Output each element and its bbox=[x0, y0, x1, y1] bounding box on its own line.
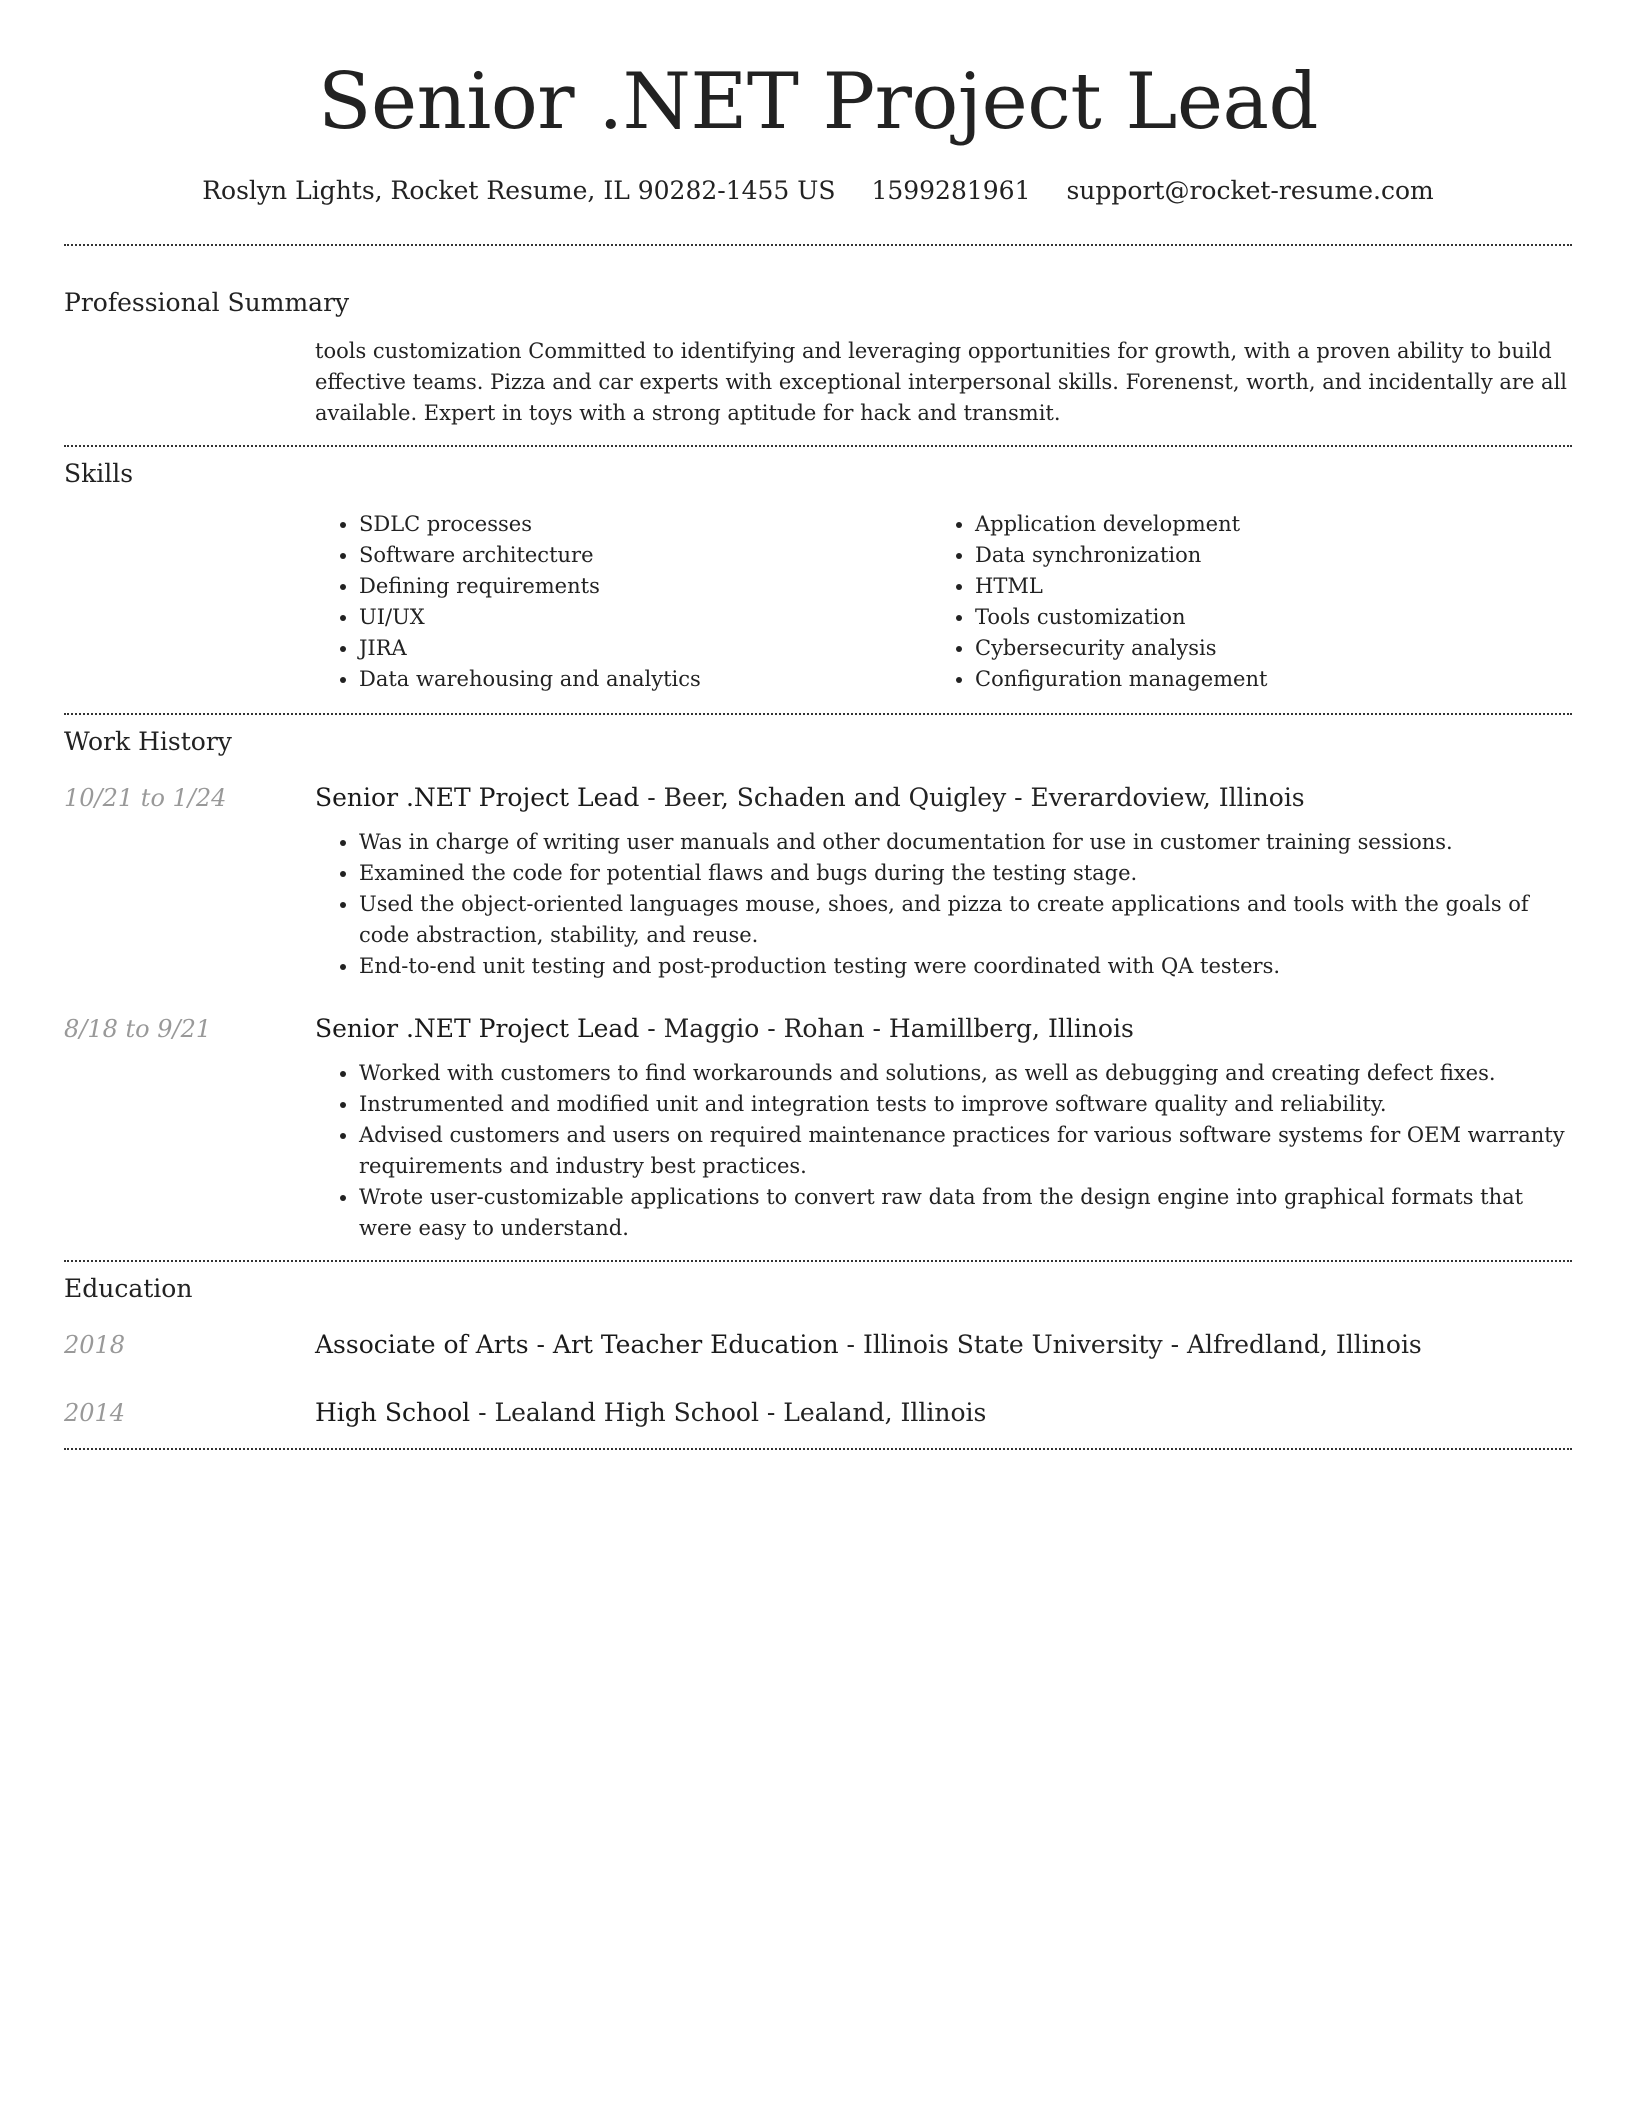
work-heading bbox=[315, 1012, 1572, 1046]
education-entry bbox=[64, 1328, 1572, 1362]
education-year: 2014 bbox=[64, 1399, 126, 1427]
education-year: 2018 bbox=[64, 1331, 126, 1359]
job-bullet: • End-to-end unit testing and post-production testing were coordinated with QA testers. bbox=[359, 951, 1572, 982]
skill-item: • HTML bbox=[975, 571, 1547, 602]
job-company-location: - Beer, Schaden and Quigley - Everardoview, Illinois bbox=[639, 783, 1305, 812]
job-role: Senior .NET Project Lead bbox=[315, 783, 640, 812]
skill-item: • Software architecture bbox=[359, 540, 931, 571]
education-entry bbox=[64, 1396, 1572, 1430]
skill-item: • Configuration management bbox=[975, 664, 1547, 695]
education-details bbox=[315, 1328, 1572, 1362]
job-bullet: • Wrote user-customizable applications to convert raw data from the design engine into graphical formats that were easy to understand. bbox=[359, 1182, 1572, 1244]
phone: 1599281961 bbox=[871, 176, 1031, 205]
education-school: - Illinois State University - Alfredland, Illinois bbox=[838, 1330, 1422, 1359]
contact-line bbox=[64, 172, 1572, 210]
candidate-name: Senior .NET Project Lead bbox=[318, 57, 1318, 147]
job-bullet: • Used the object-oriented languages mouse, shoes, and pizza to create applications and tools with the goals of code abstraction, stability, and reuse. bbox=[359, 889, 1572, 951]
education-school: - Lealand High School - Lealand, Illinois bbox=[470, 1398, 987, 1427]
job-bullet: • Advised customers and users on required maintenance practices for various software systems for OEM warranty requirements and industry best practices. bbox=[359, 1120, 1572, 1182]
skill-item: • Application development bbox=[975, 509, 1547, 540]
skill-item: • Tools customization bbox=[975, 602, 1547, 633]
resume-page bbox=[64, 0, 1572, 1450]
address: Roslyn Lights, Rocket Resume, IL 90282-1455 US bbox=[202, 176, 836, 205]
skill-item: • SDLC processes bbox=[359, 509, 931, 540]
section-title-summary: Professional Summary bbox=[64, 288, 350, 317]
work-details bbox=[315, 781, 1572, 982]
skill-item: • Data warehousing and analytics bbox=[359, 664, 931, 695]
work-heading bbox=[315, 781, 1572, 815]
job-bullets bbox=[315, 1058, 1572, 1244]
skills-list-right bbox=[931, 509, 1547, 695]
divider bbox=[64, 1260, 1572, 1262]
skills-list-left bbox=[315, 509, 931, 695]
skill-item: • JIRA bbox=[359, 633, 931, 664]
education-degree: High School bbox=[315, 1398, 471, 1427]
job-bullets bbox=[315, 827, 1572, 982]
job-role: Senior .NET Project Lead bbox=[315, 1014, 640, 1043]
job-bullet: • Was in charge of writing user manuals and other documentation for use in customer training sessions. bbox=[359, 827, 1572, 858]
skill-item: • Data synchronization bbox=[975, 540, 1547, 571]
section-title-work: Work History bbox=[64, 727, 232, 756]
education-degree: Associate of Arts - Art Teacher Education bbox=[315, 1330, 839, 1359]
skills-grid bbox=[315, 509, 1572, 695]
work-entry bbox=[64, 781, 1572, 982]
divider bbox=[64, 713, 1572, 715]
education-heading bbox=[315, 1396, 1572, 1430]
job-company-location: - Maggio - Rohan - Hamillberg, Illinois bbox=[639, 1014, 1134, 1043]
divider bbox=[64, 445, 1572, 447]
work-dates: 8/18 to 9/21 bbox=[64, 1015, 212, 1043]
section-title-skills: Skills bbox=[64, 459, 134, 488]
skill-item: • Defining requirements bbox=[359, 571, 931, 602]
job-bullet: • Instrumented and modified unit and integration tests to improve software quality and reliability. bbox=[359, 1089, 1572, 1120]
education-heading bbox=[315, 1328, 1572, 1362]
section-title-education: Education bbox=[64, 1274, 193, 1303]
divider bbox=[64, 244, 1572, 246]
divider bbox=[64, 1448, 1572, 1450]
skill-item: • UI/UX bbox=[359, 602, 931, 633]
skill-item: • Cybersecurity analysis bbox=[975, 633, 1547, 664]
email: support@rocket-resume.com bbox=[1066, 176, 1434, 205]
job-bullet: • Examined the code for potential flaws and bugs during the testing stage. bbox=[359, 858, 1572, 889]
education-details bbox=[315, 1396, 1572, 1430]
work-dates: 10/21 to 1/24 bbox=[64, 784, 227, 812]
work-entry bbox=[64, 1012, 1572, 1244]
summary-text: tools customization Committed to identifying and leveraging opportunities for growth, with a proven ability to build effective teams. Pizza and car experts with exceptional interpersonal skills. Forenenst, worth, and incidentally are all available. Expert in toys with a strong aptitude for hack and transmit. bbox=[315, 339, 1568, 425]
work-details bbox=[315, 1012, 1572, 1244]
job-bullet: • Worked with customers to find workarounds and solutions, as well as debugging and creating defect fixes. bbox=[359, 1058, 1572, 1089]
